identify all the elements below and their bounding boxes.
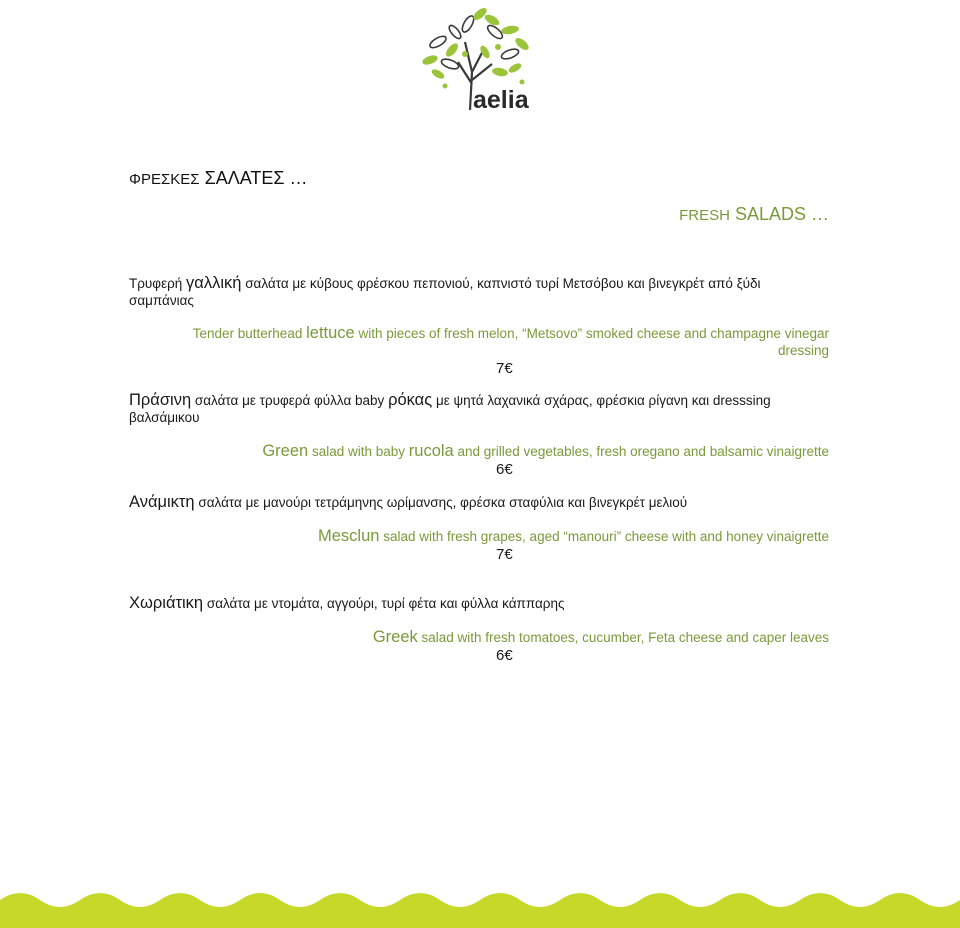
menu-item-greek-4 <box>129 595 819 612</box>
item-1-en-name: lettuce <box>306 324 355 342</box>
menu-item-english-4 <box>189 629 829 646</box>
item-2-en-desc: salad with baby <box>311 444 406 459</box>
item-1-gr-lead: Τρυφερή <box>129 276 183 291</box>
item-2-gr-desc: σαλάτα με τρυφερά φύλλα baby <box>194 393 385 408</box>
item-1-gr-name: γαλλική <box>186 274 242 292</box>
item-4-en-name: Greek <box>372 628 418 646</box>
menu-item-english-2 <box>189 443 829 460</box>
item-3-gr-desc: σαλάτα με μανούρι τετράμηνης ωρίμανσης, φρέσκα σταφύλια και βινεγκρέτ μελιού <box>198 495 688 510</box>
item-2-en-name2: rucola <box>408 442 454 460</box>
decorative-wave-border <box>0 886 960 928</box>
title-english-part1: FRESH <box>679 207 730 224</box>
title-greek-part1: ΦΡΕΣΚΕΣ <box>129 171 200 188</box>
page-title-english <box>679 204 829 225</box>
brand-logo: aelia <box>473 86 529 114</box>
page-title-greek <box>129 168 308 189</box>
item-3-en-name: Mesclun <box>318 527 380 545</box>
item-2-en-desc2: and grilled vegetables, fresh oregano and balsamic vinaigrette <box>457 444 829 459</box>
item-2-en-name: Green <box>262 442 309 460</box>
item-1-gr-desc: σαλάτα με κύβους φρέσκου πεπονιού, καπνιστό τυρί Μετσόβου και βινεγκρέτ από ξύδι σαμπάνιας <box>129 276 761 308</box>
item-3-price: 7€ <box>496 546 513 563</box>
menu-item-greek-1 <box>129 275 819 309</box>
title-english-part2: SALADS … <box>734 204 829 224</box>
item-3-en-desc: salad with fresh grapes, aged “manouri” cheese with and honey vinaigrette <box>383 529 829 544</box>
item-1-price: 7€ <box>496 360 513 377</box>
item-4-gr-name: Χωριάτικη <box>129 594 204 612</box>
item-4-gr-desc: σαλάτα με ντομάτα, αγγούρι, τυρί φέτα και φύλλα κάππαρης <box>206 596 565 611</box>
item-1-en-desc: with pieces of fresh melon, “Metsovo” smoked cheese and champagne vinegar dressing <box>358 326 829 358</box>
item-4-price: 6€ <box>496 647 513 664</box>
item-3-gr-name: Ανάμικτη <box>129 493 195 511</box>
item-1-en-lead: Tender butterhead <box>192 326 303 341</box>
item-2-price: 6€ <box>496 461 513 478</box>
item-2-gr-desc2: με ψητά λαχανικά σχάρας, φρέσκια ρίγανη και dresssing βαλσάμικου <box>129 393 771 425</box>
menu-item-greek-2 <box>129 392 819 426</box>
item-4-en-desc: salad with fresh tomatoes, cucumber, Feta cheese and caper leaves <box>421 630 829 645</box>
item-2-gr-name2: ρόκας <box>388 391 433 409</box>
item-2-gr-name: Πράσινη <box>129 391 192 409</box>
menu-item-english-1 <box>189 325 829 359</box>
menu-item-english-3 <box>189 528 829 545</box>
menu-item-greek-3 <box>129 494 819 511</box>
title-greek-part2: ΣΑΛΑΤΕΣ … <box>204 168 308 188</box>
